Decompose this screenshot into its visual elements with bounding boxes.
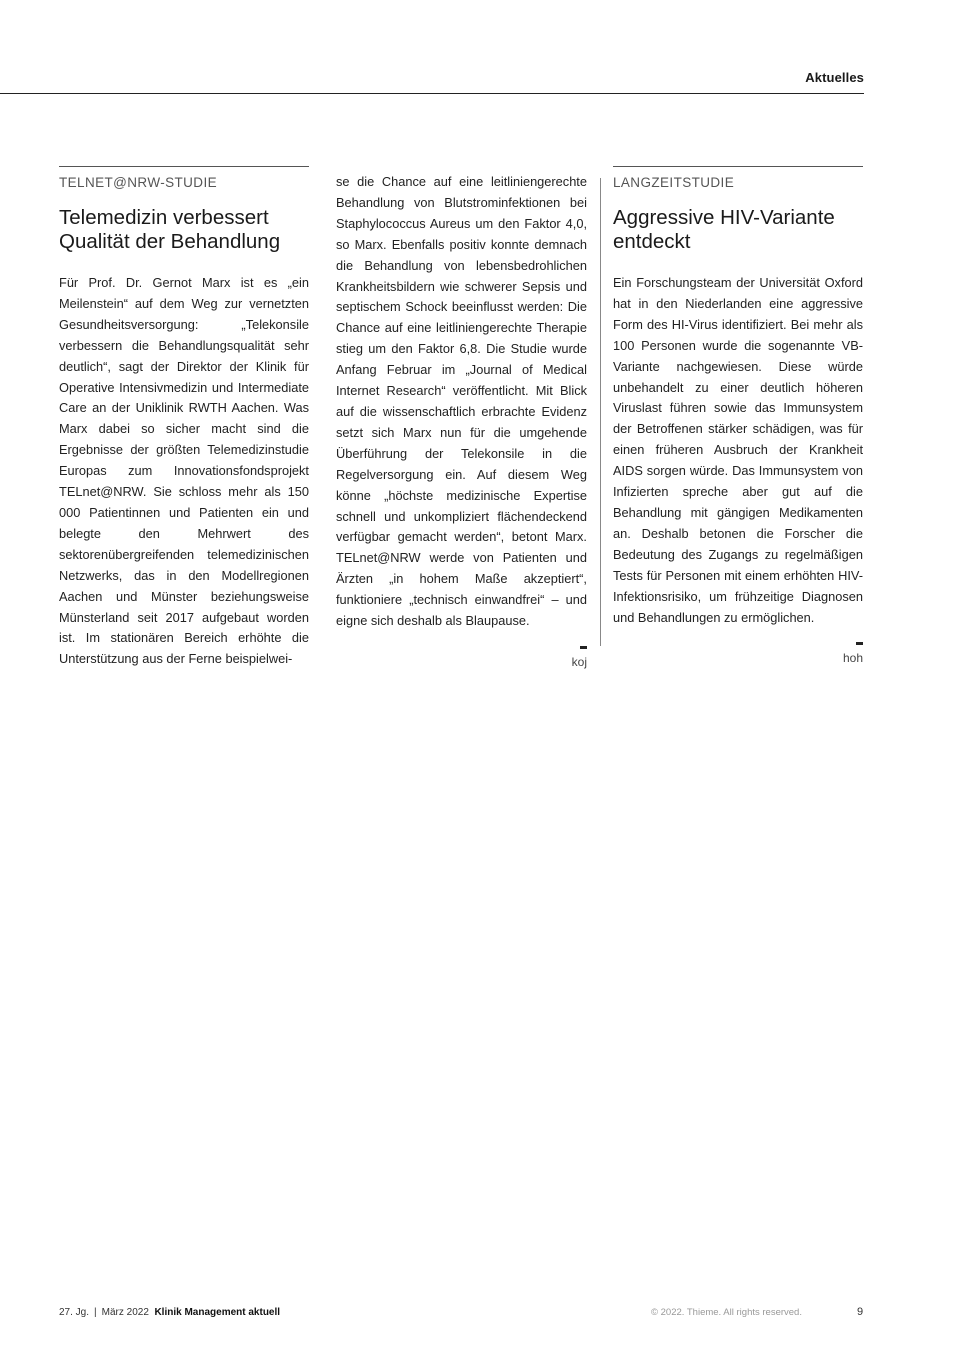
article-telnet-column-2 — [336, 172, 587, 669]
article-end-mark — [336, 643, 587, 653]
article-kicker: TELNET@NRW-STUDIE — [59, 175, 218, 190]
article-headline: Aggressive HIV-Variante entdeckt — [613, 206, 835, 253]
header-rule — [0, 93, 864, 94]
column-top-rule — [59, 166, 309, 167]
article-author: koj — [571, 654, 587, 669]
article-body: Ein Forschungsteam der Universität Oxford hat in den Niederlanden eine aggressive Form des HI-Virus identifiziert. Bei mehr als 100 Personen wurde die sogenannte VB-Variante nachgewiesen. Diese würde unbehandelt zu einer deutlich höheren Viruslast führen sowie das Immunsystem der Betroffenen stärker schädigen, was für einen früheren Ausbruch der Krankheit AIDS sorgen würde. Das Immunsystem von Infizierten spreche aber gut auf die Behandlung mit gängigen Medikamenten an. Deshalb betonen die Forscher die Bedeutung des Zugangs zu regelmäßigen Tests für Personen mit einem erhöhten HIV-Infektionsrisiko, um frühzeitige Diagnosen und Behandlungen zu ermöglichen. — [613, 275, 863, 625]
article-author: hoh — [842, 651, 863, 666]
page-number: 9 — [857, 1306, 864, 1318]
footer-citation: 27. Jg. | März 2022 Klinik Management aktuell — [59, 1307, 281, 1318]
section-title: Aktuelles — [805, 70, 864, 85]
footer-volume: 27. Jg. — [59, 1307, 90, 1318]
article-telnet-column-1 — [59, 166, 309, 683]
article-body-continued: se die Chance auf eine leitliniengerechte Behandlung von Blutstrominfektionen bei Staphylococcus Aureus um den Faktor 4,0, so Marx. Ebenfalls positiv konnte demnach die Behandlung von lebensbedrohlichen Krankheitsbildern wie schwerer Sepsis und septischem Schock beeinflusst werden: Die Chance auf eine leitliniengerechte Therapie stieg um den Faktor 6,8. Die Studie wurde Anfang Februar im „Journal of Medical Internet Research“ veröffentlicht. Mit Blick auf die wissenschaftlich erbrachte Evidenz setzt sich Marx nun für die umgehende Überführung der Telekonsile in die Regelversorgung ein. Auf diesem Weg könne „höchste medizinische Expertise schnell und unkompliziert flächendeckend verfügbar gemacht werden“, betont Marx. TELnet@NRW werde von Patienten und Ärzten „in hohem Maße akzeptiert“, funktioniere „technisch einwandfrei“ – und eigne sich deshalb als Blaupause. — [336, 174, 587, 629]
article-kicker: LANGZEITSTUDIE — [613, 175, 735, 190]
article-body: Für Prof. Dr. Gernot Marx ist es „ein Meilenstein“ auf dem Weg zur vernetzten Gesundheitsversorgung: „Telekonsile verbessern die Behandlungsqualität sehr deutlich“, sagt der Direktor der Klinik für Operative Intensivmedizin und Intermediate Care an der Uniklinik RWTH Aachen. Was Marx dabei so sicher macht sind die Ergebnisse der größten Telemedizinstudie Europas zum Innovationsfondsprojekt TELnet@NRW. Sie schloss mehr als 150 000 Patientinnen und Patienten ein und belegte den Mehrwert des sektorenübergreifenden telemedizinischen Netzwerks, das in den Modellregionen Aachen und Münster beziehungsweise Münsterland seit 2017 aufgebaut worden ist. Im stationären Bereich erhöhte die Unterstützung aus der Ferne beispielwei- — [59, 275, 309, 667]
article-hiv-column — [613, 166, 863, 665]
column-divider — [600, 178, 601, 646]
footer-journal: Klinik Management aktuell — [154, 1307, 281, 1318]
footer-copyright: © 2022. Thieme. All rights reserved. — [651, 1307, 802, 1318]
article-end-mark — [613, 639, 863, 649]
footer-issue: März 2022 — [101, 1307, 149, 1318]
column-top-rule — [613, 166, 863, 167]
article-headline: Telemedizin verbessert Qualität der Behandlung — [59, 206, 281, 253]
